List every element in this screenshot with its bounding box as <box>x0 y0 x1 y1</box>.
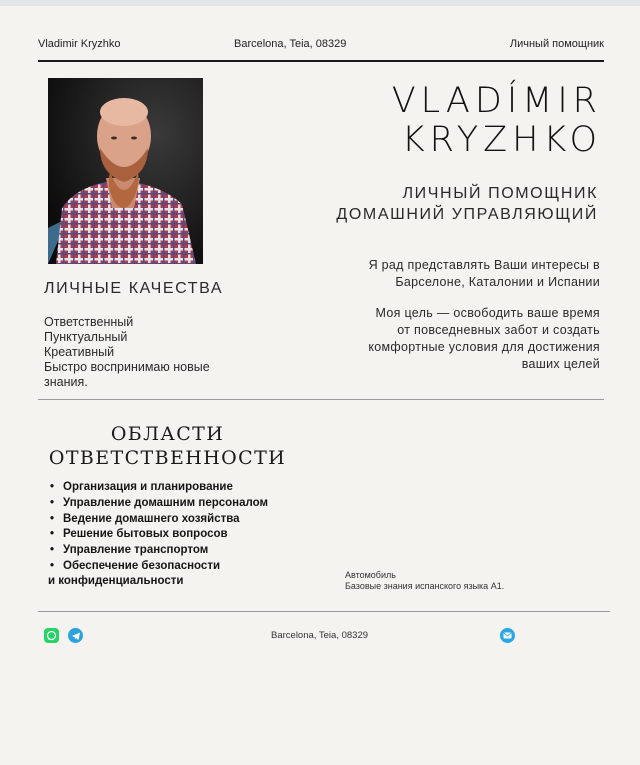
areas-title <box>40 422 295 470</box>
header-name: Vladimir Kryzhko <box>38 38 121 50</box>
area-item: • Управление транспортом <box>48 543 318 559</box>
area-item: • Решение бытовых вопросов <box>48 527 318 543</box>
top-strip <box>0 0 640 6</box>
goal-line: Моя цель — освободить ваше время <box>375 306 600 320</box>
header-address: Barcelona, Teia, 08329 <box>234 38 347 50</box>
goal-line: ваших целей <box>521 357 600 371</box>
quality-item: Креативный <box>44 345 115 359</box>
profile-intro <box>310 257 600 373</box>
area-item-continuation: и конфиденциальности <box>48 575 184 587</box>
footer-address: Barcelona, Teia, 08329 <box>271 630 369 641</box>
intro-paragraph <box>310 257 600 291</box>
goal-paragraph <box>310 305 600 373</box>
header-divider <box>38 60 604 62</box>
profile-role <box>336 183 598 225</box>
goal-line: комфортные условия для достижения <box>368 340 600 354</box>
intro-line: Я рад представлять Ваши интересы в <box>368 258 600 272</box>
area-item: • Управление домашним персоналом <box>48 496 318 512</box>
area-item: • Обеспечение безопасности <box>48 559 318 575</box>
email-icon[interactable] <box>500 628 515 643</box>
extra-line: Базовые знания испанского языка А1. <box>345 581 505 591</box>
profile-name <box>392 82 602 160</box>
footer-divider <box>38 611 610 612</box>
quality-item: Ответственный <box>44 315 134 329</box>
qualities-title: ЛИЧНЫЕ КАЧЕСТВА <box>44 280 224 297</box>
extra-info <box>345 570 504 592</box>
area-item: • Ведение домашнего хозяйства <box>48 512 318 528</box>
quality-item: знания. <box>44 375 88 389</box>
quality-item: Быстро воспринимаю новые <box>44 360 210 374</box>
area-item: • Организация и планирование <box>48 480 318 496</box>
profile-name-last: KRYZHKO <box>401 120 602 160</box>
areas-list <box>48 480 318 575</box>
section-divider <box>38 399 604 400</box>
areas-title-line: ОТВЕТСТВЕННОСТИ <box>48 447 287 469</box>
profile-photo <box>48 78 203 264</box>
extra-line: Автомобиль <box>345 570 396 580</box>
profile-role-line: ДОМАШНИЙ УПРАВЛЯЮЩИЙ <box>336 206 598 223</box>
intro-line: Барселоне, Каталонии и Испании <box>395 275 600 289</box>
header-role: Личный помощник <box>509 38 604 50</box>
areas-title-line: ОБЛАСТИ <box>110 423 225 445</box>
profile-role-line: ЛИЧНЫЙ ПОМОЩНИК <box>402 185 598 202</box>
goal-line: от повседневных забот и создать <box>397 323 600 337</box>
whatsapp-icon[interactable] <box>44 628 59 643</box>
telegram-icon[interactable] <box>68 628 83 643</box>
quality-item: Пунктуальный <box>44 330 128 344</box>
profile-name-first: VLADÍMIR <box>391 81 602 121</box>
qualities-list <box>44 315 244 390</box>
